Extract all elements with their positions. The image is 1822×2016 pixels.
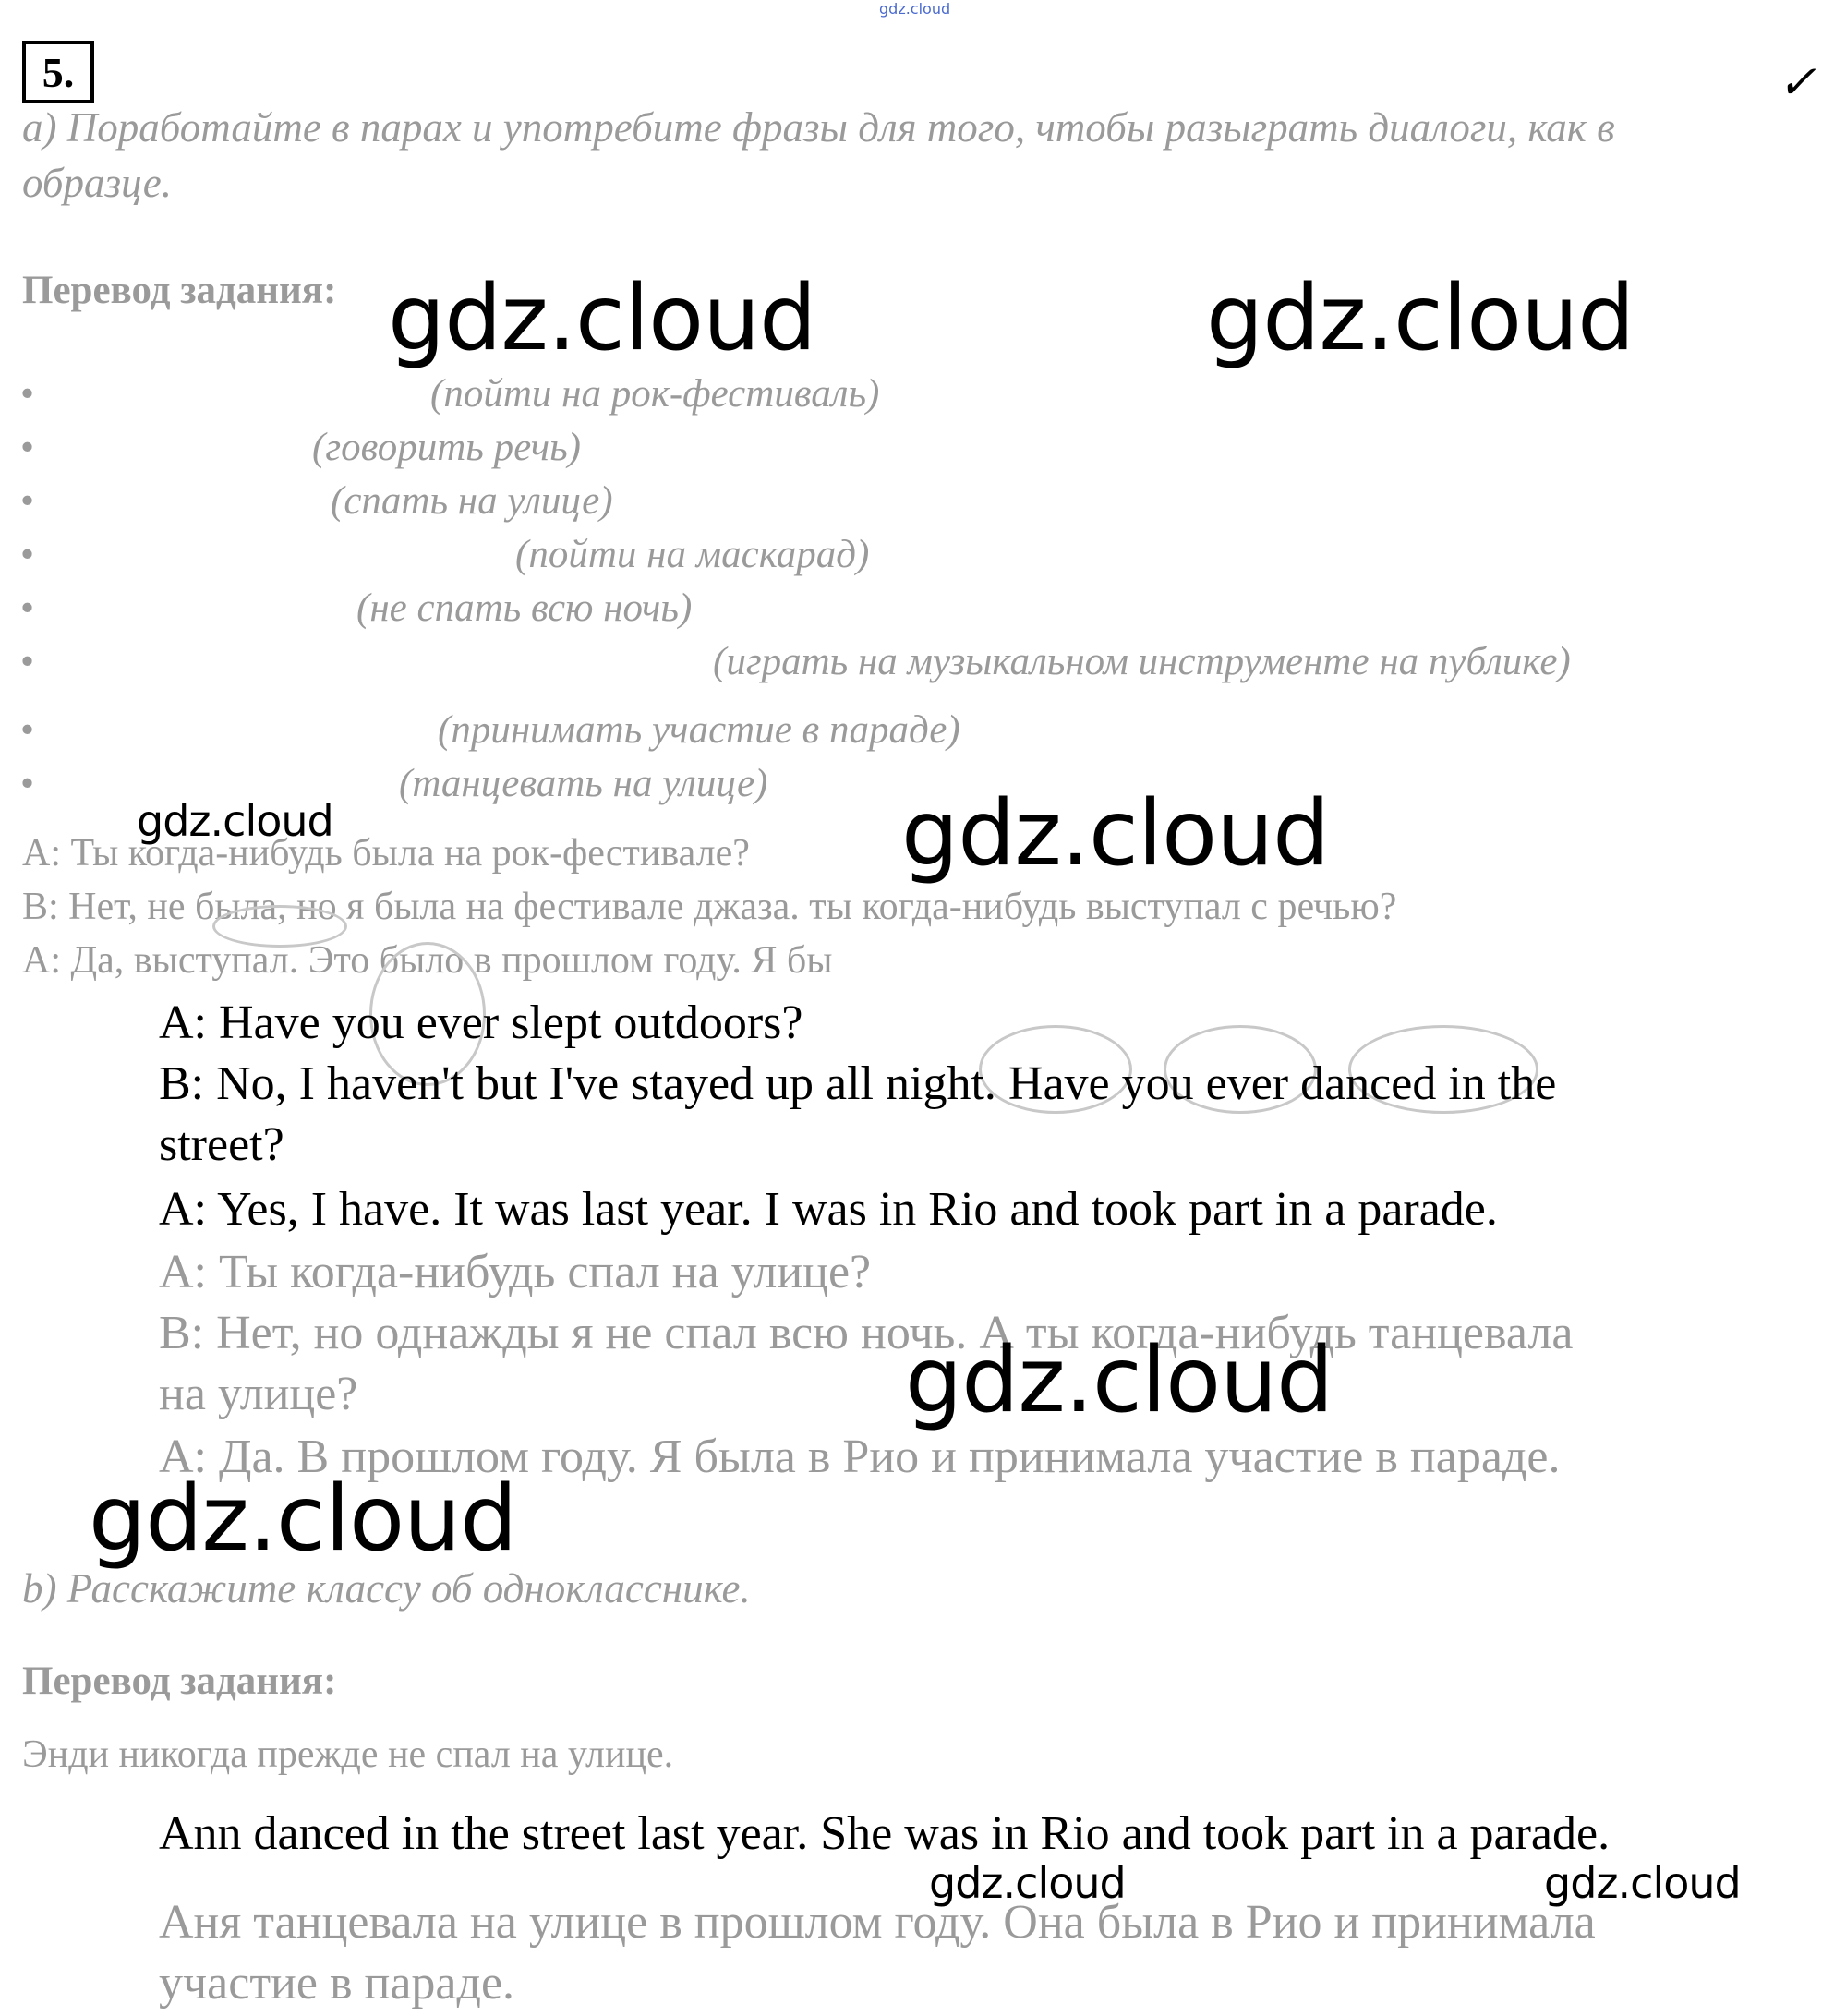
bullet-dot: • (20, 586, 35, 630)
part-b-task: b) Расскажите классу об однокласснике. (22, 1565, 751, 1612)
dialog-en-line: street? (159, 1118, 284, 1171)
part-a-task-line-2: образце. (22, 160, 172, 206)
bullet-dot: • (20, 708, 35, 752)
bullet-dot: • (20, 479, 35, 523)
bullet-text: (играть на музыкальном инструменте на публике) (713, 640, 1571, 683)
watermark-text: gdz.cloud (901, 781, 1330, 887)
bullet-text: (пойти на рок-фестиваль) (430, 372, 880, 416)
watermark-text: gdz.cloud (1544, 1858, 1741, 1908)
answer-ru-line: участие в параде. (159, 1957, 515, 2010)
bullet-text: (спать на улице) (331, 479, 613, 523)
bullet-text: (не спать всю ночь) (356, 586, 693, 630)
bullet-dot: • (20, 426, 35, 469)
dialog-ru-line: на улице? (159, 1368, 358, 1420)
bullet-dot: • (20, 533, 35, 576)
sample-dialog-line: A: Да, выступал. Это было в прошлом году. Я бы (22, 939, 833, 982)
watermark-text: gdz.cloud (89, 1467, 517, 1572)
watermark-text: gdz.cloud (905, 1328, 1333, 1433)
part-b-example: Энди никогда прежде не спал на улице. (22, 1733, 674, 1776)
watermark-text: gdz.cloud (137, 796, 333, 846)
bullet-text: (пойти на маскарад) (515, 533, 870, 576)
sample-dialog-line: A: Ты когда-нибудь была на рок-фестивале? (22, 832, 750, 875)
dialog-ru-line: A: Ты когда-нибудь спал на улице? (159, 1246, 872, 1298)
dialog-en-line: B: No, I haven't but I've stayed up all night. Have you ever danced in the (159, 1057, 1557, 1110)
bullet-text: (говорить речь) (312, 426, 581, 469)
translation-heading-b: Перевод задания: (22, 1660, 337, 1703)
sample-dialog-line: B: Нет, не была, но я была на фестивале джаза. ты когда-нибудь выступал с речью? (22, 886, 1397, 928)
part-a-task-line-1: а) Поработайте в парах и употребите фразы для того, чтобы разыграть диалоги, как в (22, 104, 1615, 151)
bullet-text: (танцевать на улице) (399, 762, 768, 805)
watermark-ghost-shape (212, 905, 347, 948)
dialog-ru-line: B: Нет, но однажды я не спал всю ночь. А ты когда-нибудь танцевала (159, 1307, 1574, 1359)
dialog-en-line: A: Yes, I have. It was last year. I was in Rio and took part in a parade. (159, 1183, 1498, 1236)
exercise-number: 5. (22, 41, 94, 103)
answer-ru-line: Аня танцевала на улице в прошлом году. Она была в Рио и принимала (159, 1896, 1596, 1949)
bullet-dot: • (20, 762, 35, 805)
watermark-text: gdz.cloud (929, 1858, 1126, 1908)
bullet-dot: • (20, 640, 35, 683)
watermark-text: gdz.cloud (1206, 266, 1635, 371)
answer-en: Ann danced in the street last year. She was in Rio and took part in a parade. (159, 1807, 1611, 1860)
watermark-text: gdz.cloud (388, 266, 816, 371)
top-watermark: gdz.cloud (879, 0, 951, 18)
dialog-ru-line: A: Да. В прошлом году. Я была в Рио и принимала участие в параде. (159, 1431, 1561, 1483)
dialog-en-line: A: Have you ever slept outdoors? (159, 996, 803, 1049)
translation-heading: Перевод задания: (22, 269, 337, 312)
bullet-text: (принимать участие в параде) (438, 708, 960, 752)
check-mark-icon: ✓ (1778, 56, 1816, 108)
bullet-dot: • (20, 372, 35, 416)
